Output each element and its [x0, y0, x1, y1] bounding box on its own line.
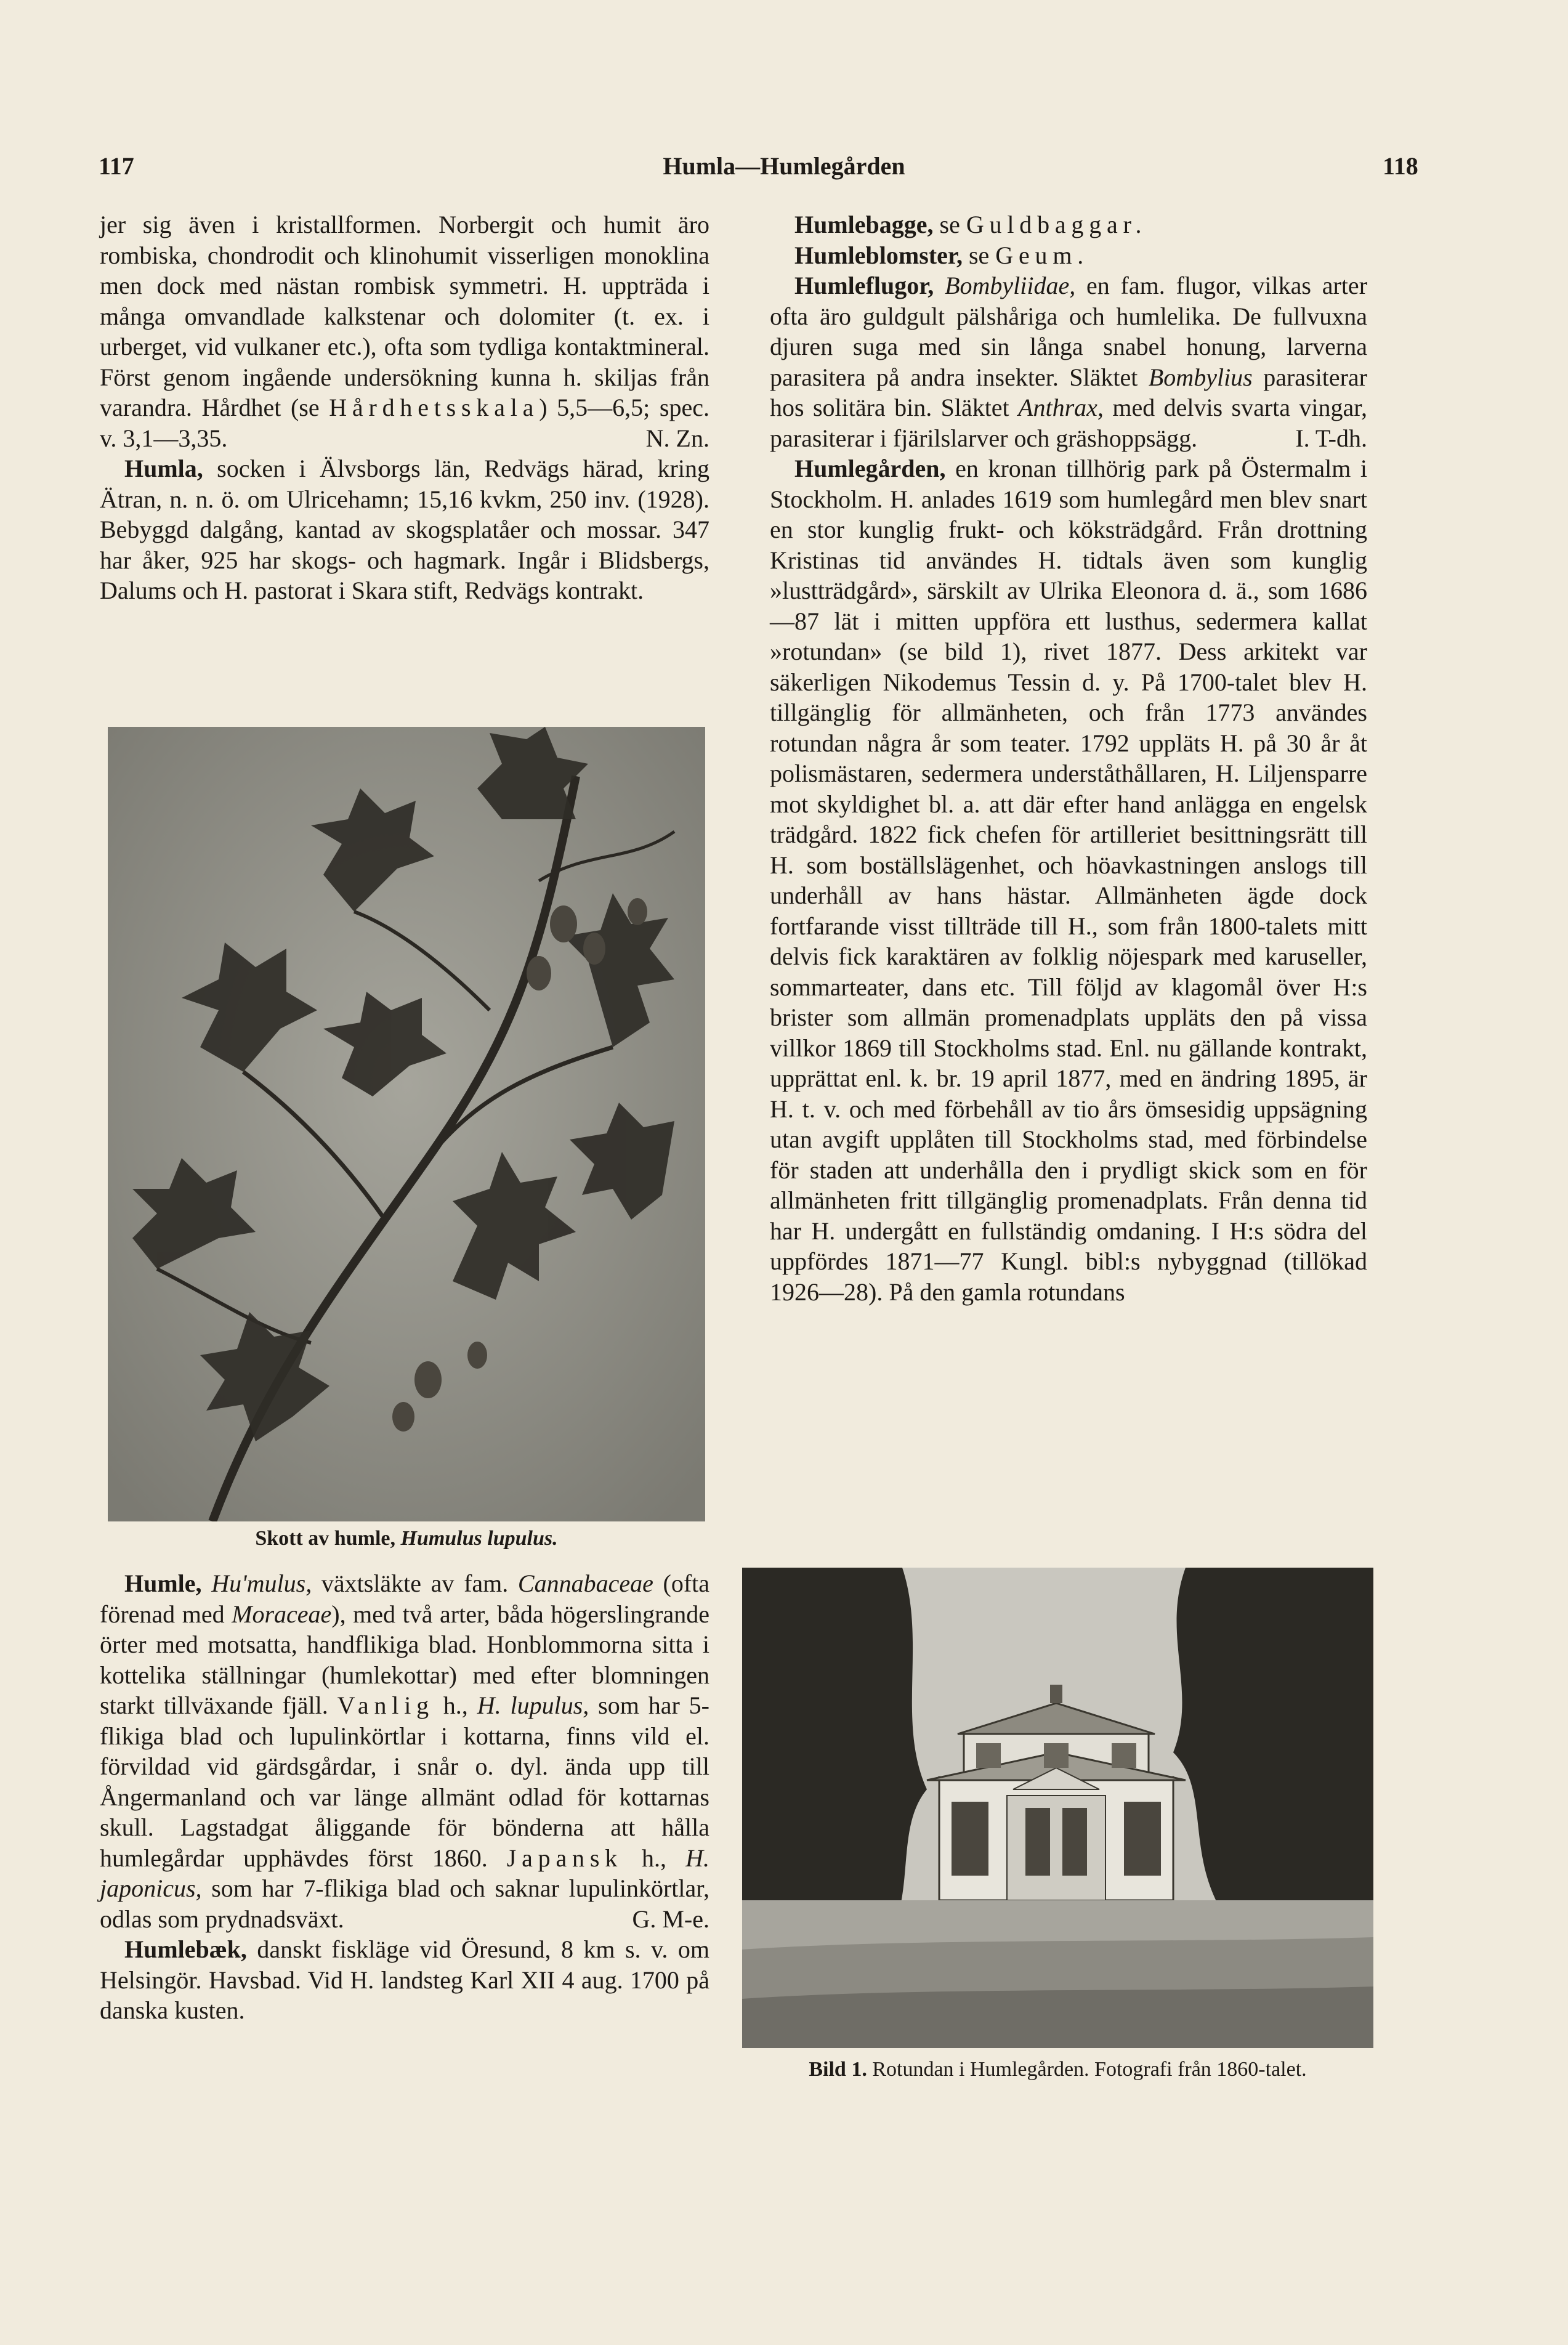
- humit-paragraph: jer sig även i kristallformen. Norbergit och humit äro rombiska, chondrodit och klinohumit visserligen monoklina men dock med nästan rombisk symmetri. H. uppträda i många omvandlade kalkstenar och dolomiter (t. ex. i urberget, vid vulkaner etc.), ofta som tydliga kontaktmineral. Först genom ingående undersökning kunna h. skiljas från varandra. Hårdhet (se Hårdhetsskala) 5,5—6,5; spec. v. 3,1—3,35. N. Zn.: [100, 209, 709, 453]
- cross-reference[interactable]: Hårdhetsskala: [329, 394, 540, 421]
- figure-label: Bild 1.: [809, 2058, 867, 2081]
- entry-humle: Humle, Hu'mulus, växtsläkte av fam. Cannabaceae (ofta förenad med Moraceae), med två arter, båda högerslingrande örter med motsatta, handflikiga blad. Honblommorna sitta i kottelika ställningar (humlekottar) med efter blomningen starkt tillväxande fjäll. Vanlig h., H. lupulus, som har 5-flikiga blad och lupulinkörtlar i kottarna, finns vild el. förvildad vid gärdsgårdar, i snår o. dyl. ända upp till Ångermanland och var länge allmänt odlad för kottarnas skull. Lagstadgat åliggande för bönderna att hålla humlegårdar upphävdes först 1860. Japansk h., H. japonicus, som har 7-flikiga blad och saknar lupulinkörtlar, odlas som prydnadsväxt. G. M-e.: [100, 1568, 709, 1934]
- headword: Humleflugor,: [794, 272, 934, 299]
- entry-humlebagge: Humlebagge, se Guldbaggar.: [794, 211, 1147, 238]
- entry-humla: Humla, socken i Älvsborgs län, Redvägs härad, kring Ätran, n. n. ö. om Ulricehamn; 15,16 kvkm, 250 inv. (1928). Bebyggd dalgång, kantad av skogsplatåer och mossar. 347 har åker, 925 har skogs- och hagmark. Ingår i Blidsbergs, Dalums och H. pastorat i Skara stift, Redvägs kontrakt.: [100, 455, 709, 604]
- left-column-top: [100, 209, 709, 606]
- cross-reference[interactable]: Geum.: [995, 241, 1089, 269]
- rotunda-photo: [742, 1568, 1373, 2048]
- signature: N. Zn.: [645, 424, 709, 452]
- left-column-bottom: [100, 1568, 709, 2026]
- right-column: [770, 209, 1367, 1307]
- entry-humlebaek: Humlebæk, danskt fiskläge vid Öresund, 8 km s. v. om Helsingör. Havsbad. Vid H. landsteg Karl XII 4 aug. 1700 på danska kusten.: [100, 1935, 709, 2024]
- entry-humleflugor: Humleflugor, Bombyliidae, en fam. flugor, vilkas arter ofta äro guldgult pälshåriga och humlelika. De fullvuxna djuren suga med sin långa snabel honung, larverna parasitera på andra insekter. Släktet Bombylius parasiterar hos solitära bin. Släktet Anthrax, med delvis svarta vingar, parasiterar i fjärilslarver och gräshoppsägg. I. T-dh.: [770, 270, 1367, 453]
- headword: Humla,: [124, 455, 203, 482]
- headword: Humlebæk,: [124, 1935, 247, 1963]
- running-head: Humla—Humlegården: [663, 152, 905, 180]
- signature: I. T-dh.: [1295, 424, 1367, 452]
- figure-caption-rotunda: Bild 1. Rotundan i Humlegården. Fotografi från 1860-talet.: [809, 2058, 1307, 2081]
- figure-caption-hop: Skott av humle, Humulus lupulus.: [255, 1527, 558, 1550]
- entry-humleblomster: Humleblomster, se Geum.: [794, 241, 1089, 269]
- signature: G. M-e.: [632, 1905, 709, 1933]
- headword: Humleblomster,: [794, 241, 963, 269]
- entry-humlegarden: Humlegården, en kronan tillhörig park på Östermalm i Stockholm. H. anlades 1619 som humlegård men blev snart en stor kunglig frukt- och köksträdgård. Från drottning Kristinas tid användes H. tidtals även som kunglig »lustträdgård», särskilt av Ulrika Eleonora d. ä., som 1686—87 lät i mitten uppföra ett lusthus, sedermera kallat »rotundan» (se bild 1), rivet 1877. Dess arkitekt var säkerligen Nikodemus Tessin d. y. På 1700-talet blev H. tillgänglig för allmänheten, och från 1773 användes rotundan några år som teater. 1792 uppläts H. på 30 år åt polismästaren, sedermera underståthållaren, H. Liljensparre mot skyldighet bl. a. att där efter hand anlägga en engelsk trädgård. 1822 fick chefen för artilleriet besittningsrätt till H. som boställslägenhet, och höavkastningen anslogs till underhåll av hans hästar. Allmänheten ägde dock fortfarande visst tillträde till H., som från 1800-talets mitt delvis fick karaktären av folklig nöjespark med karuseller, sommarteater, dans etc. Till följd av klagomål över H:s brister som allmän promenadplats uppläts den på vissa villkor 1869 till Stockholms stad. Enl. nu gällande kontrakt, upprättat enl. k. br. 19 april 1877, med en ändring 1895, är H. t. v. och med förbehåll av tio års ömsesidig uppsägning utan avgift upplåten till Stockholms stad, med förbindelse för staden att underhålla den i prydligt skick som en för allmänheten fritt tillgänglig promenadplats. Från denna tid har H. undergått en fullständig omdaning. I H:s södra del uppfördes 1871—77 Kungl. bibl:s nybyggnad (tillökad 1926—28). På den gamla rotundans: [770, 455, 1367, 1306]
- hop-plant-photo: [108, 727, 705, 1521]
- page-number-right: 118: [1383, 152, 1418, 180]
- headword: Humle,: [124, 1569, 202, 1597]
- page-number-left: 117: [99, 152, 134, 180]
- headword: Humlebagge,: [794, 211, 934, 238]
- cross-reference[interactable]: Guldbaggar.: [966, 211, 1147, 238]
- headword: Humlegården,: [794, 455, 946, 482]
